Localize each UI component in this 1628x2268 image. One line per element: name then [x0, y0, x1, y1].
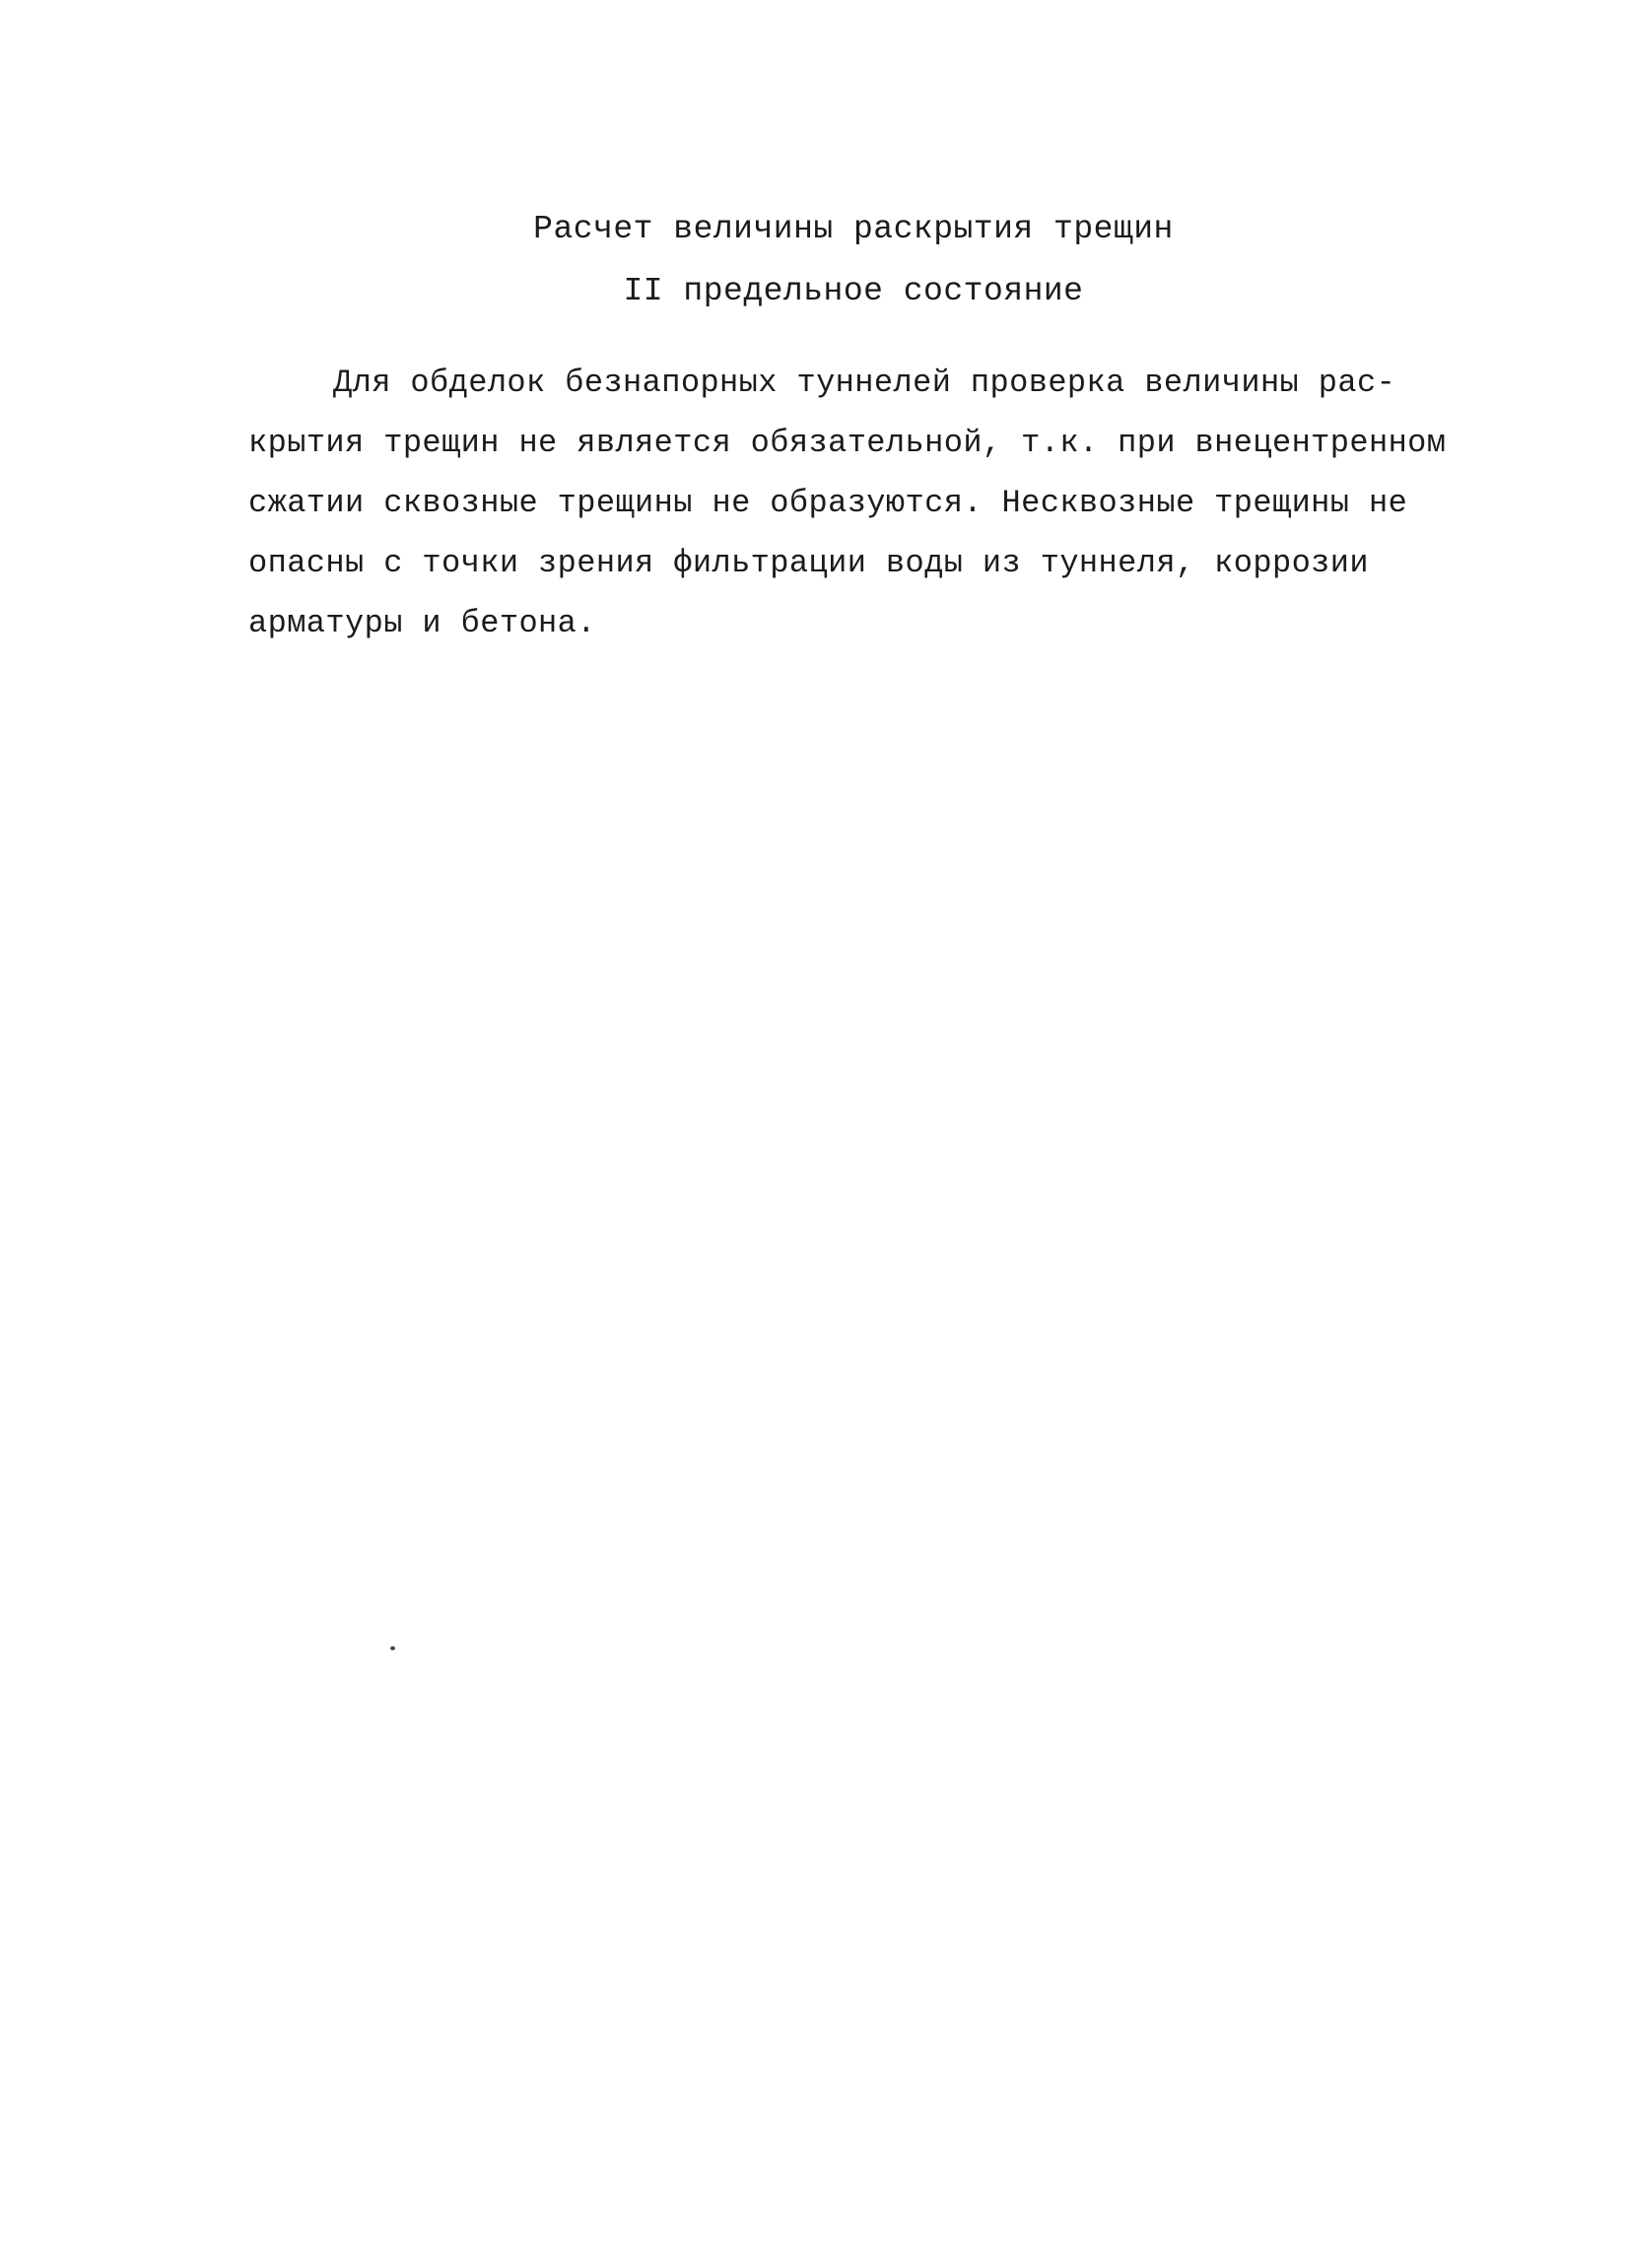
page-subtitle: II предельное состояние — [623, 273, 1084, 309]
paragraph-line: крытия трещин не является обязательной, т.к. при внецентренном — [248, 425, 1447, 461]
page-title: Расчет величины раскрытия трещин — [533, 211, 1174, 247]
paragraph-line: сжатии сквозные трещины не образуются. Несквозные трещины не — [248, 485, 1408, 521]
paragraph-line: арматуры и бетона. — [248, 605, 596, 641]
paragraph-line: Для обделок безнапорных туннелей проверка величины рас- — [333, 365, 1396, 401]
paragraph-line: опасны с точки зрения фильтрации воды из туннеля, коррозии — [248, 545, 1369, 581]
scan-speck — [390, 1646, 395, 1650]
